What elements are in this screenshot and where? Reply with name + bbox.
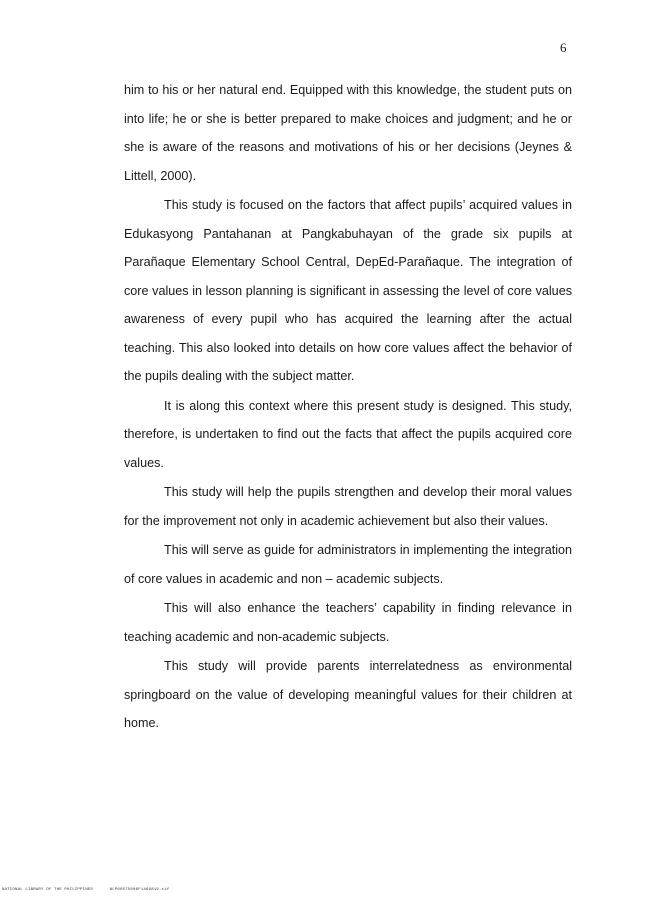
paragraph-pupils-benefit: This study will help the pupils strengthen and develop their moral values for the improvement not only in academic achievement but also their values. xyxy=(124,485,572,528)
paragraph-administrators-benefit: This will serve as guide for administrators in implementing the integration of core values in academic and non – academic subjects. xyxy=(124,543,572,586)
body-text xyxy=(124,76,572,738)
footer-file-id: NLP00575006F1469819.tif xyxy=(109,888,170,892)
paragraph-study-context: It is along this context where this present study is designed. This study, therefore, is undertaken to find out the facts that affect the pupils acquired core values. xyxy=(124,398,572,470)
scan-footer xyxy=(2,888,169,892)
paragraph-study-focus: This study is focused on the factors that affect pupils’ acquired values in Edukasyong Pantahanan at Pangkabuhayan of the grade six pupils at Parañaque Elementary School Central, DepEd-Parañaque. The integration of core values in lesson planning is significant in assessing the level of core values awareness of every pupil who has acquired the learning after the actual teaching. This also looked into details on how core values affect the behavior of the pupils dealing with the subject matter. xyxy=(124,198,572,383)
paragraph-continuation: him to his or her natural end. Equipped with this knowledge, the student puts on into life; he or she is better prepared to make choices and judgment; and he or she is aware of the reasons and motivations of his or her decisions (Jeynes & Littell, 2000). xyxy=(124,83,572,183)
paragraph-parents-benefit: This study will provide parents interrelatedness as environmental springboard on the value of developing meaningful values for their children at home. xyxy=(124,659,572,730)
page-number: 6 xyxy=(560,40,567,55)
footer-library: NATIONAL LIBRARY OF THE PHILIPPINES xyxy=(2,888,94,892)
paragraph-teachers-benefit: This will also enhance the teachers’ capability in finding relevance in teaching academic and non-academic subjects. xyxy=(124,601,572,644)
